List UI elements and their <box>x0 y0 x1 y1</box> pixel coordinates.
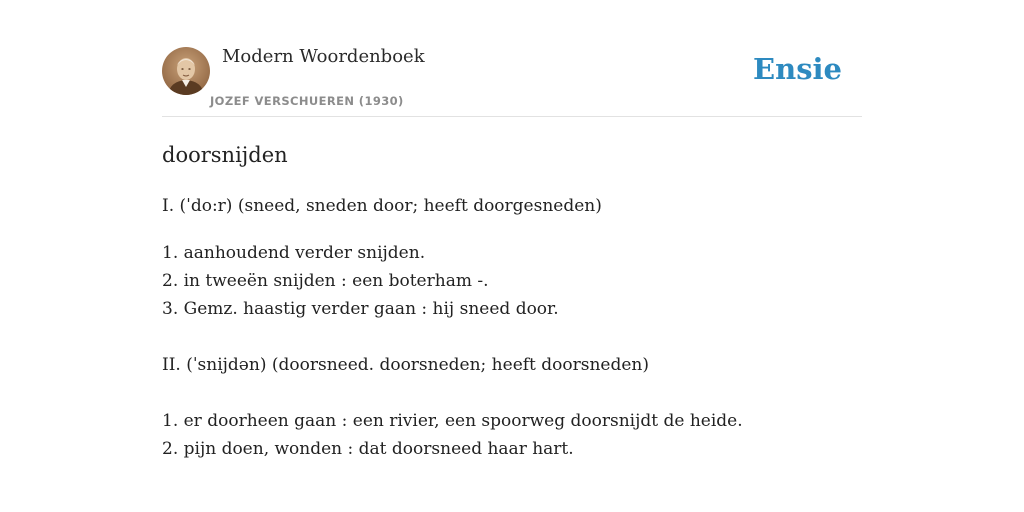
sense-item: 1. aanhoudend verder snijden. <box>162 243 426 263</box>
author-portrait-icon <box>162 47 210 95</box>
sense-item: 1. er doorheen gaan : een rivier, een spoorweg doorsnijdt de heide. <box>162 411 743 431</box>
sense-item: 3. Gemz. haastig verder gaan : hij sneed door. <box>162 299 559 319</box>
brand-logo[interactable]: Ensie <box>753 52 842 86</box>
section-heading: II. (ˈsnijdən) (doorsneed. doorsneden; heeft doorsneden) <box>162 355 650 375</box>
sense-item: 2. pijn doen, wonden : dat doorsneed haar hart. <box>162 439 574 459</box>
section-heading: I. (ˈdo:r) (sneed, sneden door; heeft doorgesneden) <box>162 196 602 216</box>
sense-item: 2. in tweeën snijden : een boterham -. <box>162 271 489 291</box>
sense-list-2 <box>162 407 743 463</box>
author-avatar[interactable] <box>162 47 210 95</box>
entry-header <box>162 0 862 117</box>
entry-content <box>162 140 862 459</box>
sense-list-1 <box>162 239 559 323</box>
book-author: JOZEF VERSCHUEREN (1930) <box>210 94 404 108</box>
section-1 <box>162 192 602 220</box>
section-2 <box>162 351 649 379</box>
dictionary-card <box>162 0 862 512</box>
book-title[interactable]: Modern Woordenboek <box>222 46 425 67</box>
headword: doorsnijden <box>162 143 288 167</box>
